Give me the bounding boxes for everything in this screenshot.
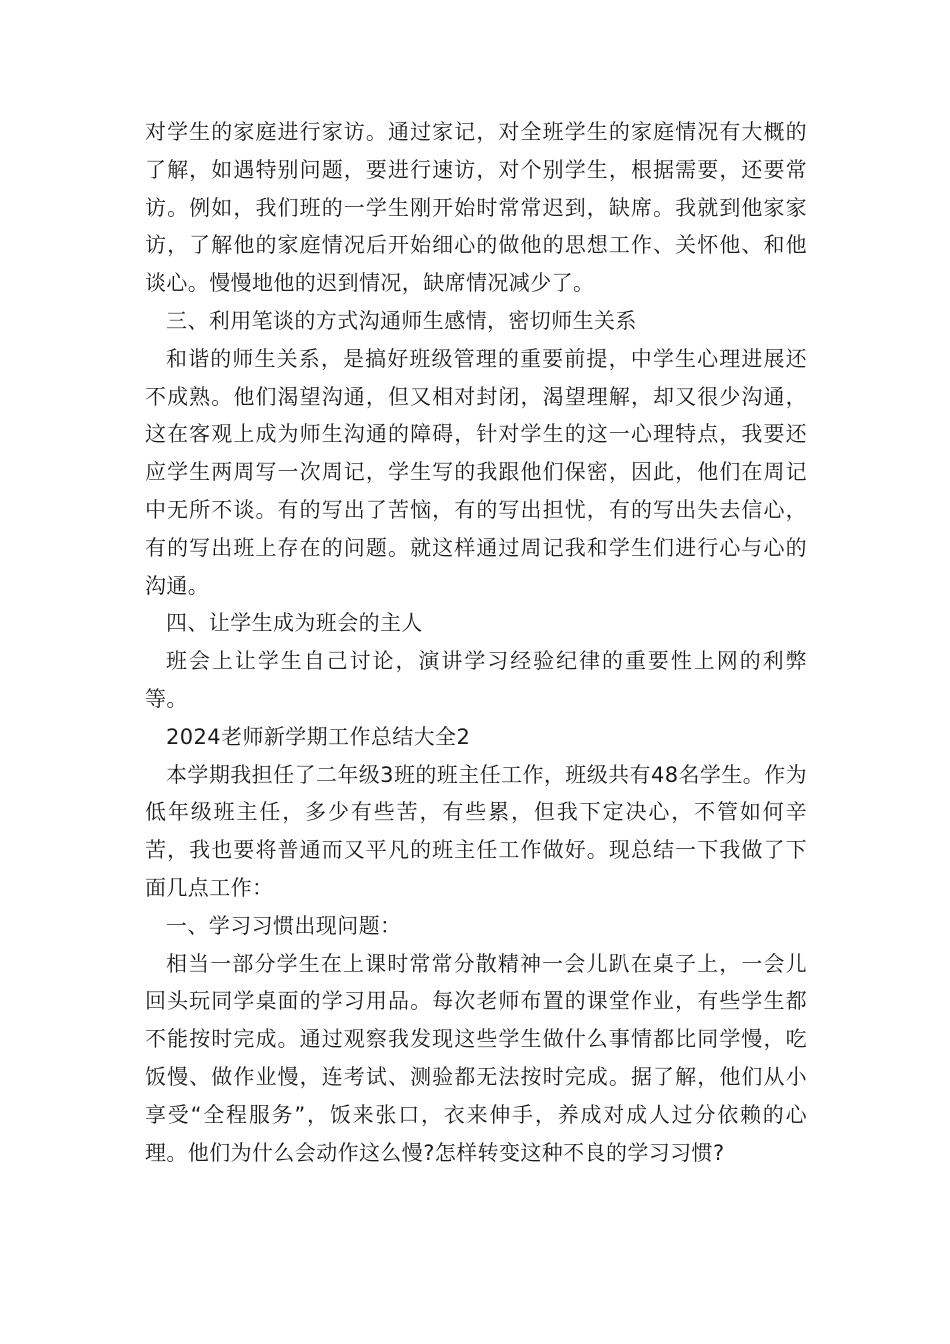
- paragraph-study-habits: 相当一部分学生在上课时常常分散精神一会儿趴在桌子上，一会儿回头玩同学桌面的学习用品。每次老师布置的课堂作业，有些学生都不能按时完成。通过观察我发现这些学生做什么事情都比同学慢，吃饭慢、做作业慢，连考试、测验都无法按时完成。据了解，他们从小享受“全程服务”，饭来张口，衣来伸手，养成对成人过分依赖的心理。他们为什么会动作这么慢?怎样转变这种不良的学习习惯?: [145, 951, 807, 1165]
- paragraph-class-meeting: 班会上让学生自己讨论，演讲学习经验纪律的重要性上网的利弊等。: [145, 649, 807, 711]
- heading-section-four: 四、让学生成为班会的主人: [166, 611, 423, 636]
- paragraph-teacher-student-relations: 和谐的师生关系，是搞好班级管理的重要前提，中学生心理进展还不成熟。他们渴望沟通，但又相对封闭，渴望理解，却又很少沟通，这在客观上成为师生沟通的障碍，针对学生的这一心理特点，我要还应学生两周写一次周记，学生写的我跟他们保密，因此，他们在周记中无所不谈。有的写出了苦恼，有的写出担忧，有的写出失去信心，有的写出班上存在的问题。就这样通过周记我和学生们进行心与心的沟通。: [145, 346, 807, 598]
- paragraph-intro-class-teacher: 本学期我担任了二年级3班的班主任工作，班级共有48名学生。作为低年级班主任，多少有些苦，有些累，但我下定决心，不管如何辛苦，我也要将普通而又平凡的班主任工作做好。现总结一下我做了下面几点工作：: [145, 762, 807, 900]
- heading-section-three: 三、利用笔谈的方式沟通师生感情，密切师生关系: [166, 308, 637, 333]
- document-body: [145, 114, 807, 1172]
- paragraph-home-visits: 对学生的家庭进行家访。通过家记，对全班学生的家庭情况有大概的了解，如遇特别问题，要进行速访，对个别学生，根据需要，还要常访。例如，我们班的一学生刚开始时常常迟到，缺席。我就到他家家访，了解他的家庭情况后开始细心的做他的思想工作、关怀他、和他谈心。慢慢地他的迟到情况，缺席情况减少了。: [145, 120, 807, 296]
- heading-section-one: 一、学习习惯出现问题：: [166, 913, 402, 938]
- article-title-2: 2024老师新学期工作总结大全2: [166, 724, 471, 749]
